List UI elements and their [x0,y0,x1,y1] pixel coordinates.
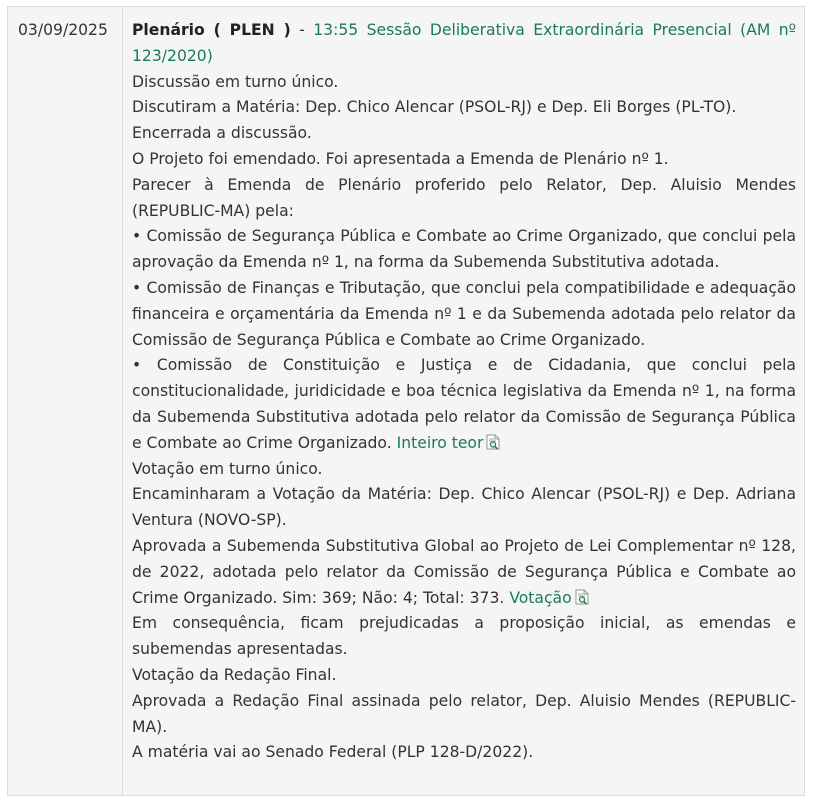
line-committee-ccj [132,353,796,456]
description-cell [123,7,804,795]
line-amended: O Projeto foi emendado. Foi apresentada a Emenda de Plenário nº 1. [132,149,669,168]
separator: - [290,21,314,39]
session-link[interactable]: 13:55 Sessão Deliberativa Extraordinária Presencial (AM nº 123/2020) [132,21,796,65]
line-discussion: Discussão em turno único. [132,72,339,91]
line-senate: A matéria vai ao Senado Federal (PLP 128-D/2022). [132,743,534,762]
line-speakers: Discutiram a Matéria: Dep. Chico Alencar (PSOL-RJ) e Dep. Eli Borges (PL-TO). [132,98,737,117]
line-final-vote: Votação da Redação Final. [132,665,337,684]
line-committee-security: • Comissão de Segurança Pública e Combate ao Crime Organizado, que conclui pela aprovação da Emenda nº 1, na forma da Subemenda Substitutiva adotada. [132,227,796,272]
entry-header [132,18,796,70]
tramitacao-table [7,6,805,796]
table-row [8,7,804,795]
line-opinion: Parecer à Emenda de Plenário proferido pelo Relator, Dep. Aluisio Mendes (REPUBLIC-MA) pela: [132,175,796,220]
line-closed: Encerrada a discussão. [132,124,312,143]
line-final-approved: Aprovada a Redação Final assinada pelo relator, Dep. Aluisio Mendes (REPUBLIC-MA). [132,691,796,736]
line-committee-finance: • Comissão de Finanças e Tributação, que conclui pela compatibilidade e adequação financeira e orçamentária da Emenda nº 1 e da Subemenda adotada pelo relator da Comissão de Segurança Pública e Combate ao Crime Organizado. [132,278,796,349]
line-vote-speakers: Encaminharam a Votação da Matéria: Dep. Chico Alencar (PSOL-RJ) e Dep. Adriana Ventura (NOVO-SP). [132,485,796,530]
line-vote-single: Votação em turno único. [132,459,323,478]
line-approved [132,534,796,611]
ccj-text: • Comissão de Constituição e Justiça e de Cidadania, que conclui pela constitucionalidade, juridicidade e boa técnica legislativa da Emenda nº 1, na forma da Subemenda Substitutiva adotada pelo relator da Comissão de Segurança Pública e Combate ao Crime Organizado. [132,356,796,452]
approved-text: Aprovada a Subemenda Substitutiva Global ao Projeto de Lei Complementar nº 128, de 2022, adotada pelo relator da Comissão de Segurança Pública e Combate ao Crime Organizado. Sim: 369; Não: 4; Total: 373. [132,536,796,607]
organ-name[interactable]: Plenário ( PLEN ) [132,21,291,39]
inteiro-teor-link[interactable]: Inteiro teor [396,433,484,452]
date-cell: 03/09/2025 [8,7,123,795]
line-consequence: Em consequência, ficam prejudicadas a proposição inicial, as emendas e subemendas apresentadas. [132,614,796,659]
document-search-icon[interactable] [575,588,589,604]
document-search-icon[interactable] [486,433,500,449]
votacao-link[interactable]: Votação [509,588,572,607]
